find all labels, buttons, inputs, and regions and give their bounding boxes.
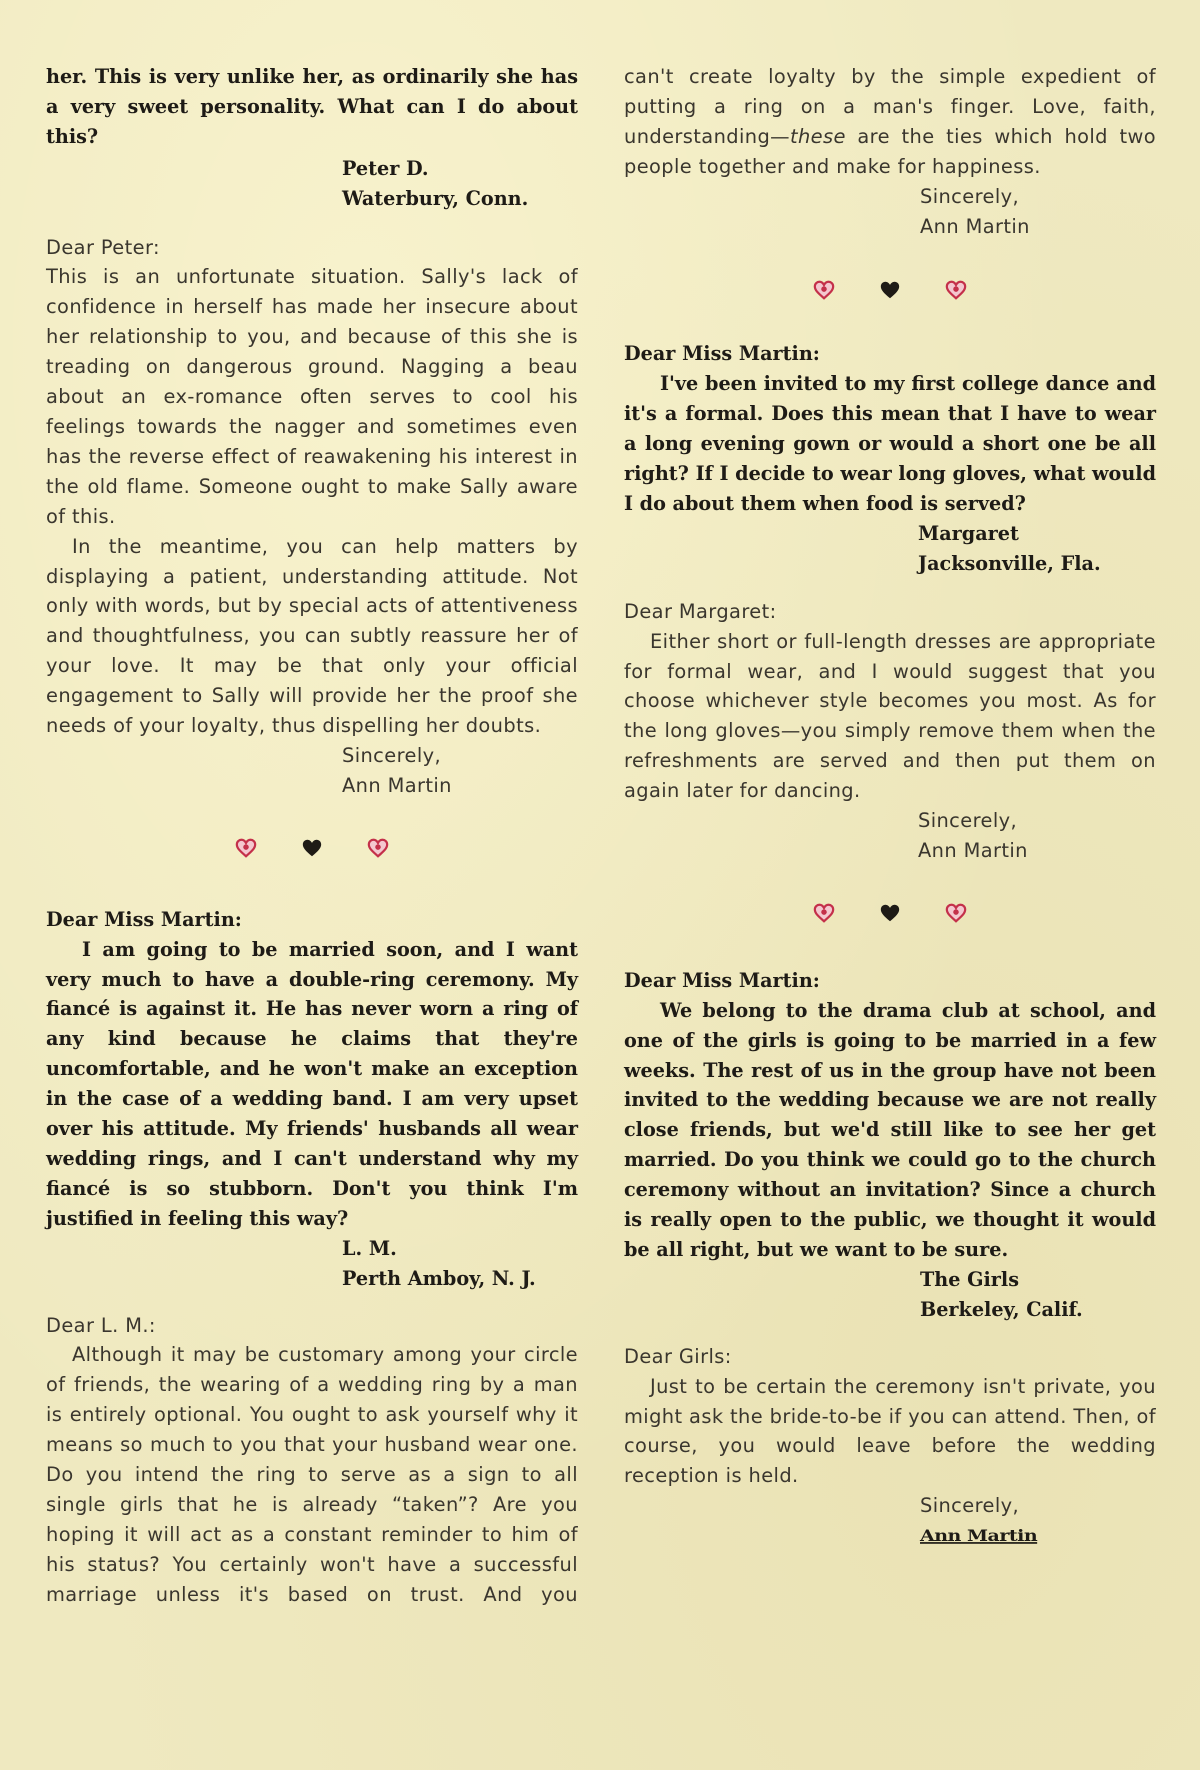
heart-outline-icon [813,902,835,924]
letter-the-girls [624,996,1156,1265]
reply-text: are the ties which hold two people together and make for happiness. [624,124,1156,178]
heart-solid-icon [879,279,901,301]
reply-paragraph: Just to be certain the ceremony isn't private, you might ask the bride-to-be if you can attend. Then, of course, you would leave before the wedding reception is held. [624,1374,1156,1488]
reply-paragraph: In the meantime, you can help matters by displaying a patient, understanding attitude. Not only with words, but by special acts of attentiveness and thoughtfulness, you can subtly reassure her of your love. It may be that only your official engagement to Sally will provide her the proof she needs of your loyalty, thus dispelling her doubts. [46,534,578,738]
signer-name: Peter D. [342,156,429,180]
reply-margaret [624,627,1156,806]
signer-name: L. M. [342,1236,397,1260]
right-column [624,62,1156,1552]
letter-salutation: Dear Miss Martin: [624,968,820,992]
letter-body: We belong to the drama club at school, and one of the girls is going to be married in a few weeks. The rest of us in the group have not been invited to the wedding because we are not really close friends, but we'd still like to see her get married. Do you think we could go to the church ceremony without an invitation? Since a church is really open to the public, we thought it would be all right, but we want to be sure. [624,998,1156,1261]
reply-salutation: Dear Girls: [624,1344,732,1368]
reply-peter [46,262,578,741]
heart-divider [46,833,578,863]
left-column [46,62,578,1610]
reply-lm-continued [624,62,1156,182]
reply-closing [920,182,1156,242]
reply-salutation: Dear L. M.: [46,1313,156,1337]
reply-salutation: Dear Margaret: [624,599,777,623]
reply-closing [342,741,578,801]
closing-signature [920,1521,1156,1552]
letter-peter [46,62,578,152]
heart-divider [624,275,1156,305]
letter-signer [918,519,1156,579]
closing-signer: Ann Martin [920,214,1030,238]
signer-place: Waterbury, Conn. [342,186,529,210]
signer-place: Perth Amboy, N. J. [342,1266,536,1290]
heart-solid-icon [301,837,323,859]
letter-signer [920,1265,1156,1325]
reply-lm [46,1340,578,1609]
reply-paragraph: Although it may be customary among your circle of friends, the wearing of a wedding ring by a man is entirely optional. You ought to ask yourself why it means so much to you that your husband wear one. Do you intend the ring to serve as a sign to all single girls that he is already “taken”? Are you hoping it will act as a constant reminder to him of his status? You certainly won't have a successful marriage unless it's based on trust. And you [46,1343,578,1606]
reply-paragraph [624,62,1156,182]
heart-outline-icon [367,837,389,859]
signer-place: Jacksonville, Fla. [918,551,1101,575]
reply-paragraph: This is an unfortunate situation. Sally's lack of confidence in herself has made her insecure about her relationship to you, and because of this she is treading on dangerous ground. Nagging a beau about an ex-romance often serves to cool his feelings towards the nagger and sometimes even has the reverse effect of reawakening his interest in the old flame. Someone ought to make Sally aware of this. [46,265,578,528]
letter-body: her. This is very unlike her, as ordinarily she has a very sweet personality. What can I do about this? [46,65,578,148]
signer-name: The Girls [920,1267,1019,1291]
reply-closing [918,806,1156,866]
reply-emphasis: these [789,124,846,148]
handwritten-signature: Ann Martin [920,1526,1038,1546]
letter-signer [342,1234,578,1294]
heart-divider [624,898,1156,928]
heart-outline-icon [945,902,967,924]
letter-body: I am going to be married soon, and I want very much to have a double-ring ceremony. My fiancé is against it. He has never worn a ring of any kind because he claims that they're uncomfortable, and he won't make an exception in the case of a wedding band. I am very upset over his attitude. My friends' husbands all wear wedding rings, and I can't understand why my fiancé is so stubborn. Don't you think I'm justified in feeling this way? [46,937,578,1230]
letter-lm [46,935,578,1234]
reply-paragraph: Either short or full-length dresses are appropriate for formal wear, and I would suggest that you choose whichever style becomes you most. As for the long gloves—you simply remove them when the refreshments are served and then put them on again later for dancing. [624,629,1156,803]
closing-word: Sincerely, [918,809,1018,833]
letter-salutation: Dear Miss Martin: [46,907,242,931]
reply-the-girls [624,1372,1156,1492]
closing-word: Sincerely, [342,743,442,767]
closing-word: Sincerely, [920,1494,1020,1518]
signer-place: Berkeley, Calif. [920,1297,1083,1321]
letter-body: I've been invited to my first college dance and it's a formal. Does this mean that I have to wear a long evening gown or would a short one be all right? If I decide to wear long gloves, what would I do about them when food is served? [624,372,1156,515]
closing-word: Sincerely, [920,184,1020,208]
heart-solid-icon [879,902,901,924]
closing-signer: Ann Martin [342,773,452,797]
heart-outline-icon [235,837,257,859]
closing-signer: Ann Martin [918,838,1028,862]
letter-salutation: Dear Miss Martin: [624,342,820,366]
letter-signer [342,154,578,214]
reply-salutation: Dear Peter: [46,235,160,259]
heart-outline-icon [945,279,967,301]
heart-outline-icon [813,279,835,301]
reply-closing [920,1491,1156,1552]
signer-name: Margaret [918,521,1019,545]
reply-text: can't create loyalty by the simple expedient of putting a ring on a man's finger. Love, faith, understanding— [624,65,1156,148]
letter-margaret [624,369,1156,519]
